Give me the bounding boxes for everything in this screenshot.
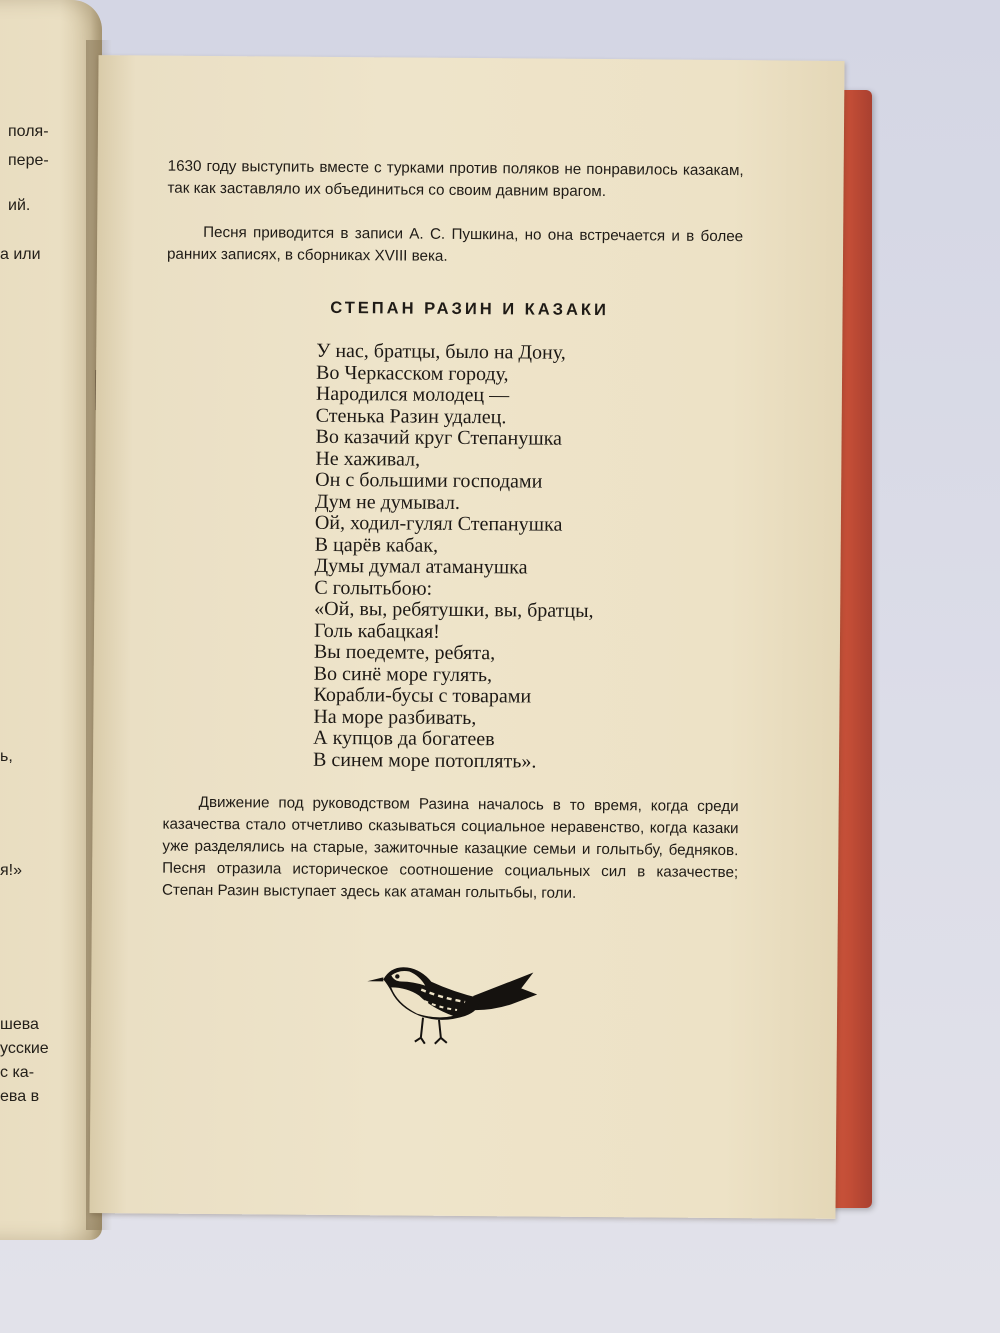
left-page-fragment: а или: [0, 246, 41, 263]
intro-paragraph-1: 1630 году выступить вместе с турками против поляков не понравилось казакам, так как заставляло их объединиться со своим давним врагом.: [167, 157, 744, 201]
left-page-fragment: ь,: [0, 748, 13, 765]
poem-line: Стенька Разин удалец.: [315, 404, 507, 428]
poem-line: Ой, ходил-гулял Степанушка: [314, 511, 563, 536]
intro-paragraph-2: Песня приводится в записи А. С. Пушкина, но она встречается и в более ранних записях, в сборниках XVIII века.: [166, 223, 744, 265]
poem-line: Корабли-бусы с товарами: [313, 683, 532, 708]
closing-paragraph: Движение под руководством Разина началось в то время, когда среди казачества стало отчетливо сказываться социальное неравенство, когда казаки уже разделялись на старые, зажиточные казацкие семьи и голытьбу, бедняков. Песня отразила историческое соотношение социальных сил в казачестве; Степан Разин выступает здесь как атаман голытьбы, голи.: [161, 793, 739, 902]
poem-line: У нас, братцы, было на Дону,: [316, 339, 566, 364]
poem-line: Дум не думывал.: [314, 490, 460, 514]
poem-line: Думы думал атаманушка: [314, 554, 528, 579]
poem-line: А купцов да богатеев: [313, 726, 495, 751]
bird-illustration: [361, 957, 542, 1053]
left-page-fragment: ева в: [0, 1088, 40, 1105]
poem-line: На море разбивать,: [313, 705, 477, 729]
poem-line: Он с большими господами: [315, 468, 543, 493]
poem-line: Во казачий круг Степанушка: [315, 425, 563, 450]
poem-line: Голь кабацкая!: [313, 619, 440, 643]
left-page-fragment: с ка-: [0, 1064, 35, 1081]
poem-line: Не хаживал,: [315, 447, 421, 471]
poem-line: Народился молодец —: [315, 382, 510, 407]
left-page-fragment: поля-: [8, 123, 49, 140]
poem-line: С голытьбою:: [314, 576, 433, 600]
poem: [313, 341, 596, 773]
poem-line: «Ой, вы, ребятушки, вы, братцы,: [314, 597, 594, 622]
left-page-fragment: пере-: [8, 152, 49, 169]
poem-line: Во синё море гулять,: [313, 662, 493, 686]
left-page-fragment: шева: [0, 1016, 39, 1033]
left-page-fragment: усские: [0, 1040, 49, 1057]
song-title: СТЕПАН РАЗИН И КАЗАКИ: [330, 298, 609, 320]
left-page-fragment: ий.: [8, 197, 31, 214]
poem-line: В синем море потоплять».: [312, 748, 537, 773]
left-page-fragment: я!»: [0, 862, 23, 879]
poem-line: Вы поедемте, ребята,: [313, 640, 496, 665]
right-page: [89, 55, 844, 1219]
poem-line: Во Черкасском городу,: [315, 361, 509, 385]
poem-line: В царёв кабак,: [314, 533, 439, 557]
